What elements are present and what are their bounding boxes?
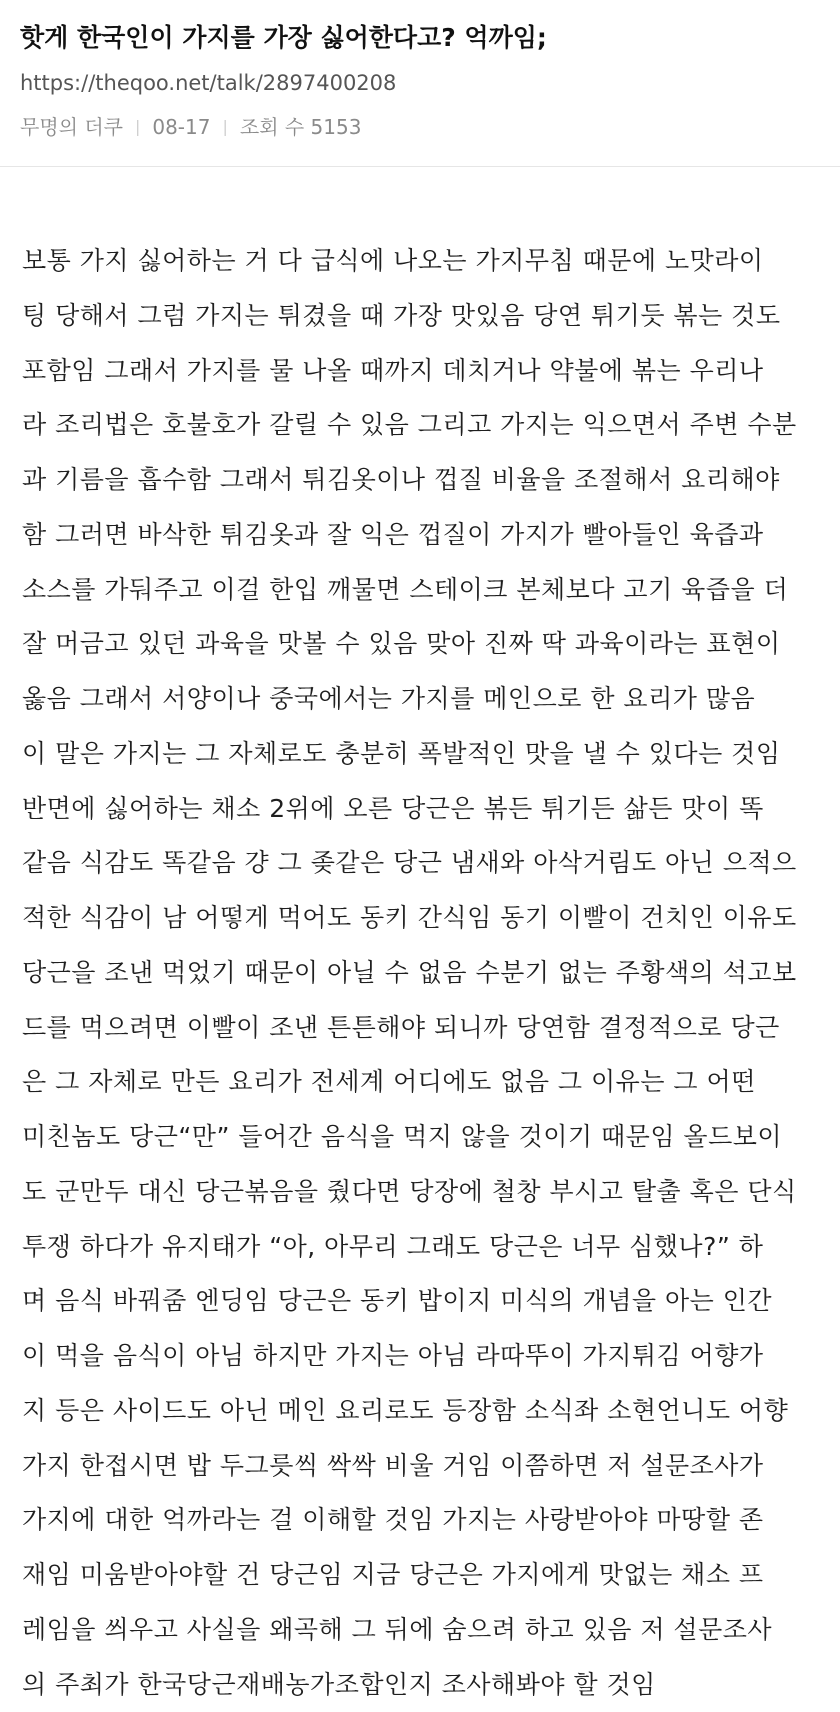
post-url-link[interactable]: https://theqoo.net/talk/2897400208: [20, 68, 396, 98]
body-line: 드를 먹으려면 이빨이 조낸 튼튼해야 되니까 당연함 결정적으로 당근: [22, 1001, 822, 1056]
body-line: 소스를 가둬주고 이걸 한입 깨물면 스테이크 본체보다 고기 육즙을 더: [22, 563, 822, 618]
post-date: 08-17: [152, 115, 210, 139]
body-line: 가지에 대한 억까라는 걸 이해할 것임 가지는 사랑받아야 마땅할 존: [22, 1493, 822, 1548]
body-line: 은 그 자체로 만든 요리가 전세계 어디에도 없음 그 이유는 그 어떤: [22, 1055, 822, 1110]
body-line: 재임 미움받아야할 건 당근임 지금 당근은 가지에게 맛없는 채소 프: [22, 1548, 822, 1603]
body-line: 미친놈도 당근“만” 들어간 음식을 먹지 않을 것이기 때문임 올드보이: [22, 1110, 822, 1165]
body-line: 레임을 씌우고 사실을 왜곡해 그 뒤에 숨으려 하고 있음 저 설문조사: [22, 1603, 822, 1658]
body-line: 투쟁 하다가 유지태가 “아, 아무리 그래도 당근은 너무 심했나?” 하: [22, 1220, 822, 1275]
body-line: 이 말은 가지는 그 자체로도 충분히 폭발적인 맛을 낼 수 있다는 것임: [22, 727, 822, 782]
body-line: 의 주최가 한국당근재배농가조합인지 조사해봐야 할 것임: [22, 1658, 822, 1712]
body-line: 과 기름을 흡수함 그래서 튀김옷이나 껍질 비율을 조절해서 요리해야: [22, 453, 822, 508]
body-line: 함 그러면 바삭한 튀김옷과 잘 익은 껍질이 가지가 빨아들인 육즙과: [22, 508, 822, 563]
meta-divider: |: [222, 112, 227, 142]
body-line: 가지 한접시면 밥 두그릇씩 싹싹 비울 거임 이쯤하면 저 설문조사가: [22, 1439, 822, 1494]
body-line: 도 군만두 대신 당근볶음을 줬다면 당장에 철창 부시고 탈출 혹은 단식: [22, 1165, 822, 1220]
post-meta: [20, 112, 361, 142]
body-line: 보통 가지 싫어하는 거 다 급식에 나오는 가지무침 때문에 노맛라이: [22, 234, 822, 289]
body-line: 팅 당해서 그럼 가지는 튀겼을 때 가장 맛있음 당연 튀기듯 볶는 것도: [22, 289, 822, 344]
body-line: 반면에 싫어하는 채소 2위에 오른 당근은 볶든 튀기든 삶든 맛이 똑: [22, 782, 822, 837]
body-line: 며 음식 바꿔줌 엔딩임 당근은 동키 밥이지 미식의 개념을 아는 인간: [22, 1274, 822, 1329]
body-line: 당근을 조낸 먹었기 때문이 아닐 수 없음 수분기 없는 주황색의 석고보: [22, 946, 822, 1001]
body-line: 지 등은 사이드도 아닌 메인 요리로도 등장함 소식좌 소현언니도 어향: [22, 1384, 822, 1439]
body-line: 옳음 그래서 서양이나 중국에서는 가지를 메인으로 한 요리가 많음: [22, 672, 822, 727]
meta-divider: |: [135, 112, 140, 142]
body-line: 같음 식감도 똑같음 걍 그 좆같은 당근 냄새와 아삭거림도 아닌 으적으: [22, 836, 822, 891]
body-line: 라 조리법은 호불호가 갈릴 수 있음 그리고 가지는 익으면서 주변 수분: [22, 398, 822, 453]
author-name[interactable]: 무명의 더쿠: [20, 115, 123, 139]
body-line: 이 먹을 음식이 아님 하지만 가지는 아님 라따뚜이 가지튀김 어향가: [22, 1329, 822, 1384]
body-line: 적한 식감이 남 어떻게 먹어도 동키 간식임 동기 이빨이 건치인 이유도: [22, 891, 822, 946]
body-line: 잘 머금고 있던 과육을 맛볼 수 있음 맞아 진짜 딱 과육이라는 표현이: [22, 617, 822, 672]
body-line: 포함임 그래서 가지를 물 나올 때까지 데치거나 약불에 볶는 우리나: [22, 344, 822, 399]
post-header: [0, 0, 840, 167]
view-count: 조회 수 5153: [240, 115, 362, 139]
post-body: [22, 234, 822, 1712]
post-title: 핫게 한국인이 가지를 가장 싫어한다고? 억까임;: [20, 20, 820, 56]
